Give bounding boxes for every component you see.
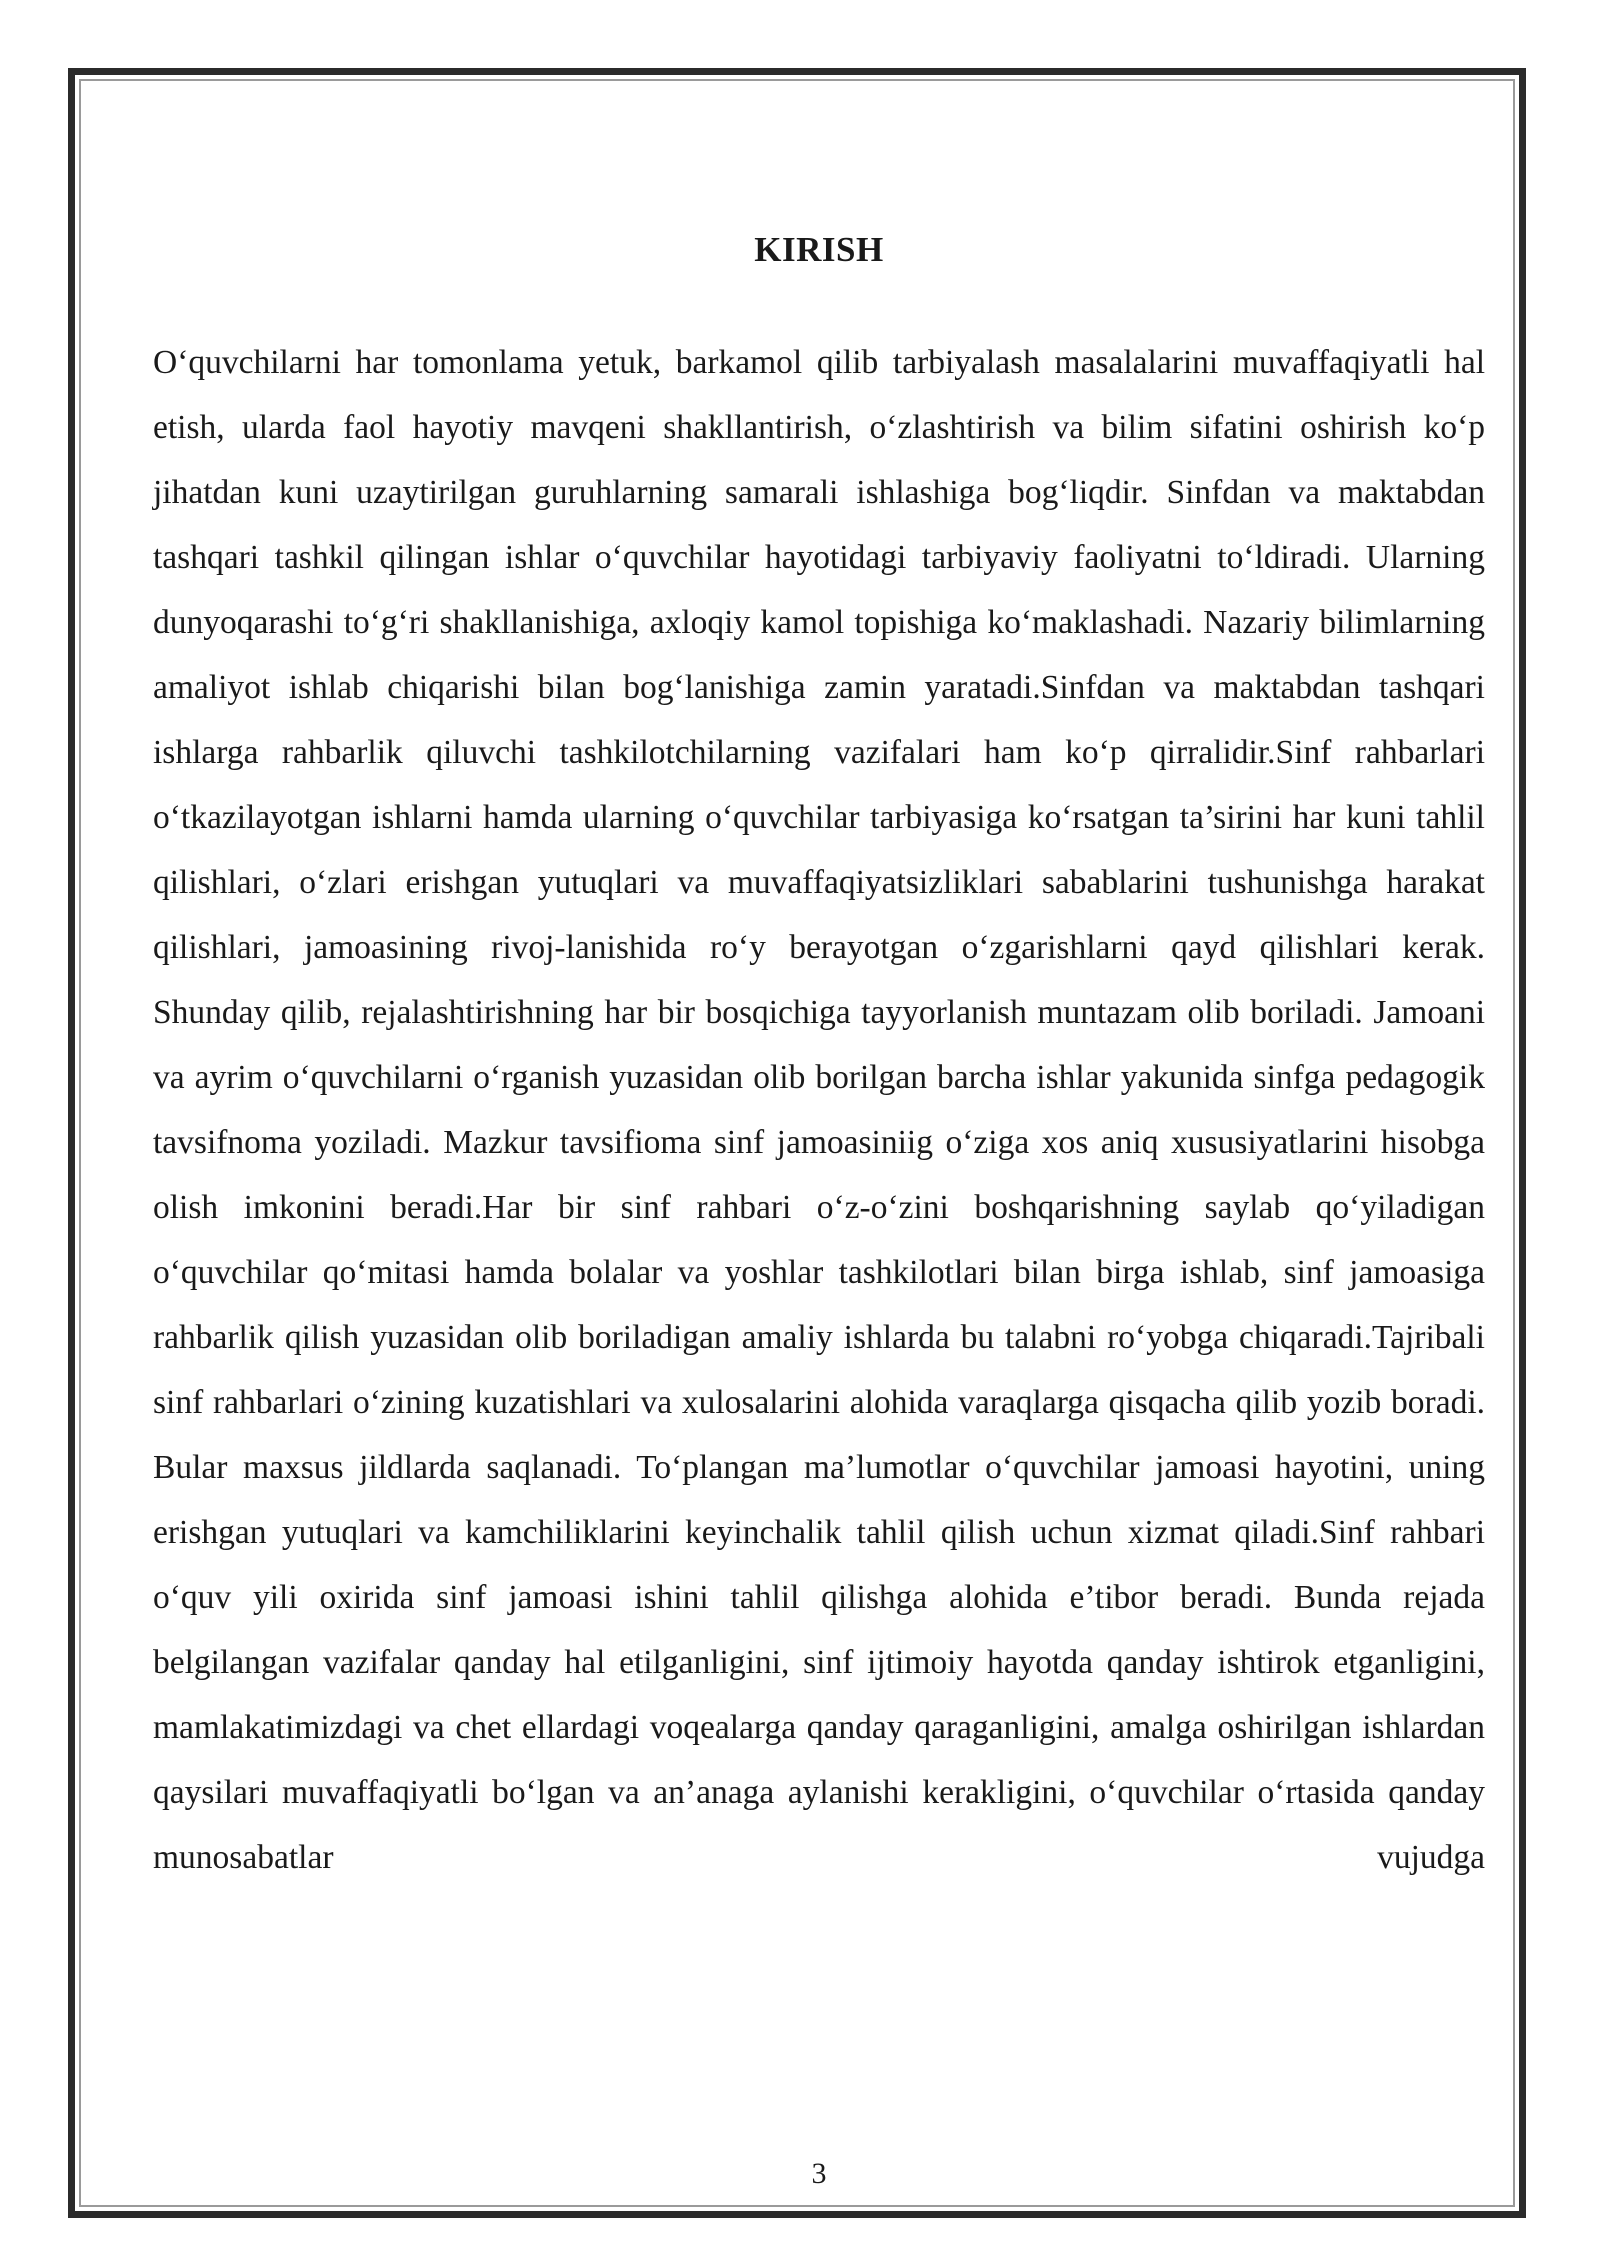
page-number: 3 (811, 2157, 827, 2190)
body-paragraph: O‘quvchilarni har tomonlama yetuk, barkamol qilib tarbiyalash masalalarini muvaffaqiyatli hal etish, ularda faol hayotiy mavqeni shakllantirish, o‘zlashtirish va bilim sifatini oshirish ko‘p jihatdan kuni uzaytirilgan guruhlarning samarali ishlashiga bog‘liqdir. Sinfdan va maktabdan tashqari tashkil qilingan ishlar o‘quvchilar hayotidagi tarbiyaviy faoliyatni to‘ldiradi. Ularning dunyoqarashi to‘g‘ri shakllanishiga, axloqiy kamol topishiga ko‘maklashadi. Nazariy bilimlarning amaliyot ishlab chiqarishi bilan bog‘lanishiga zamin yaratadi.Sinfdan va maktabdan tashqari ishlarga rahbarlik qiluvchi tashkilotchilarning vazifalari ham ko‘p qirralidir.Sinf rahbarlari o‘tkazilayotgan ishlarni hamda ularning o‘quvchilar tarbiyasiga ko‘rsatgan ta’sirini har kuni tahlil qilishlari, o‘zlari erishgan yutuqlari va muvaffaqiyatsizliklari sabablarini tushunishga harakat qilishlari, jamoasining rivoj-lanishida ro‘y berayotgan o‘zgarishlarni qayd qilishlari kerak. Shunday qilib, rejalashtirishning har bir bosqichiga tayyorlanish muntazam olib boriladi. Jamoani va ayrim o‘quvchilarni o‘rganish yuzasidan olib borilgan barcha ishlar yakunida sinfga pedagogik tavsifnoma yoziladi. Mazkur tavsifioma sinf jamoasiniig o‘ziga xos aniq xususiyatlarini hisobga olish imkonini beradi.Har bir sinf rahbari o‘z-o‘zini boshqarishning saylab qo‘yiladigan o‘quvchilar qo‘mitasi hamda bolalar va yoshlar tashkilotlari bilan birga ishlab, sinf jamoasiga rahbarlik qilish yuzasidan olib boriladigan amaliy ishlarda bu talabni ro‘yobga chiqaradi.Tajribali sinf rahbarlari o‘zining kuzatishlari va xulosalarini alohida varaqlarga qisqacha qilib yozib boradi. Bular maxsus jildlarda saqlanadi. To‘plangan ma’lumotlar o‘quvchilar jamoasi hayotini, uning erishgan yutuqlari va kamchiliklarini keyinchalik tahlil qilish uchun xizmat qiladi.Sinf rahbari o‘quv yili oxirida sinf jamoasi ishini tahlil qilishga alohida e’tibor beradi. Bunda rejada belgilangan vazifalar qanday hal etilganligini, sinf ijtimoiy hayotda qanday ishtirok etganligini, mamlakatimizdagi va chet ellardagi voqealarga qanday qaraganligini, amalga oshirilgan ishlardan qaysilari muvaffaqiyatli bo‘lgan va an’anaga aylanishi kerakligini, o‘quvchilar o‘rtasida qanday munosabatlar vujudga (153, 344, 1485, 1876)
section-title: KIRISH (754, 230, 884, 269)
